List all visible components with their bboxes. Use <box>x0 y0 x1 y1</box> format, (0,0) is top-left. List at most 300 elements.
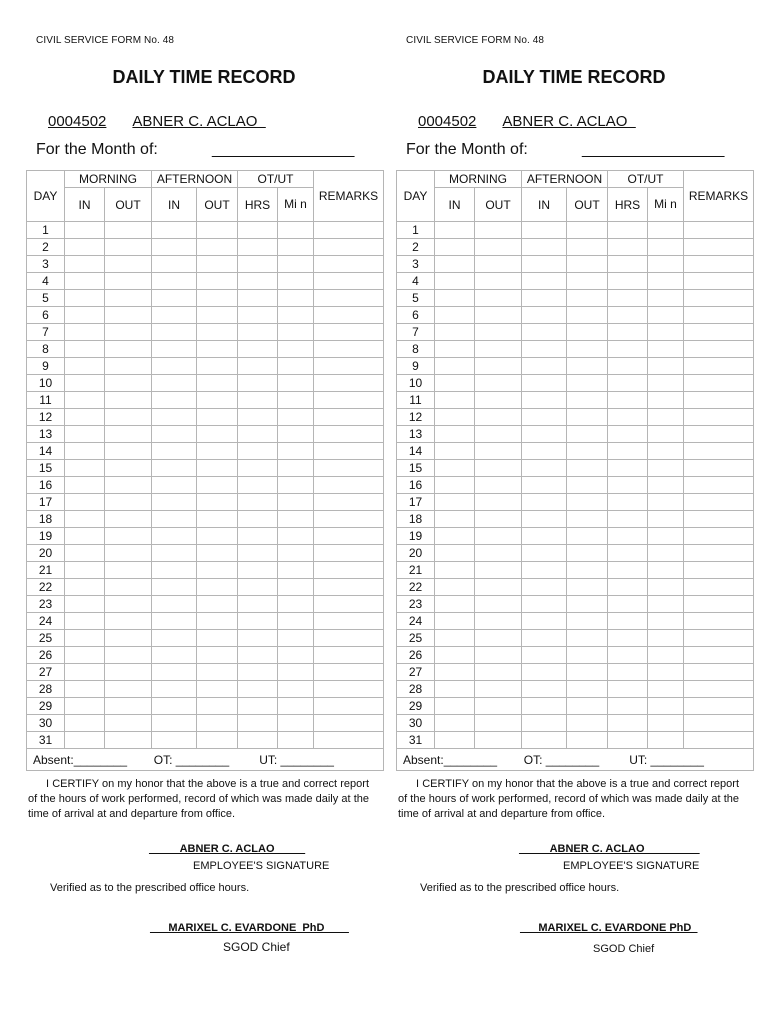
min-cell[interactable] <box>278 681 314 698</box>
hrs-cell[interactable] <box>238 579 278 596</box>
morning-in-cell[interactable] <box>435 545 475 562</box>
hrs-cell[interactable] <box>238 290 278 307</box>
afternoon-in-cell[interactable] <box>152 664 197 681</box>
morning-out-cell[interactable] <box>475 545 522 562</box>
morning-in-cell[interactable] <box>435 460 475 477</box>
remarks-cell[interactable] <box>684 443 754 460</box>
hrs-cell[interactable] <box>608 358 648 375</box>
remarks-cell[interactable] <box>314 222 384 239</box>
remarks-cell[interactable] <box>684 477 754 494</box>
afternoon-out-cell[interactable] <box>197 528 238 545</box>
min-cell[interactable] <box>648 596 684 613</box>
afternoon-in-cell[interactable] <box>522 596 567 613</box>
min-cell[interactable] <box>278 307 314 324</box>
afternoon-in-cell[interactable] <box>522 341 567 358</box>
hrs-cell[interactable] <box>608 511 648 528</box>
afternoon-in-cell[interactable] <box>522 715 567 732</box>
remarks-cell[interactable] <box>684 494 754 511</box>
remarks-cell[interactable] <box>684 307 754 324</box>
remarks-cell[interactable] <box>684 341 754 358</box>
morning-in-cell[interactable] <box>435 596 475 613</box>
morning-in-cell[interactable] <box>435 341 475 358</box>
morning-in-cell[interactable] <box>65 409 105 426</box>
afternoon-in-cell[interactable] <box>152 341 197 358</box>
min-cell[interactable] <box>278 545 314 562</box>
min-cell[interactable] <box>278 630 314 647</box>
morning-out-cell[interactable] <box>105 256 152 273</box>
remarks-cell[interactable] <box>314 477 384 494</box>
afternoon-in-cell[interactable] <box>522 358 567 375</box>
morning-in-cell[interactable] <box>65 477 105 494</box>
remarks-cell[interactable] <box>314 256 384 273</box>
hrs-cell[interactable] <box>238 426 278 443</box>
morning-out-cell[interactable] <box>105 307 152 324</box>
min-cell[interactable] <box>278 256 314 273</box>
morning-out-cell[interactable] <box>475 477 522 494</box>
afternoon-out-cell[interactable] <box>567 409 608 426</box>
hrs-cell[interactable] <box>238 681 278 698</box>
min-cell[interactable] <box>648 681 684 698</box>
afternoon-out-cell[interactable] <box>197 630 238 647</box>
min-cell[interactable] <box>648 664 684 681</box>
morning-in-cell[interactable] <box>435 681 475 698</box>
afternoon-out-cell[interactable] <box>197 613 238 630</box>
morning-in-cell[interactable] <box>435 239 475 256</box>
morning-out-cell[interactable] <box>475 460 522 477</box>
afternoon-out-cell[interactable] <box>567 681 608 698</box>
afternoon-out-cell[interactable] <box>197 715 238 732</box>
afternoon-out-cell[interactable] <box>567 307 608 324</box>
afternoon-out-cell[interactable] <box>567 511 608 528</box>
min-cell[interactable] <box>278 392 314 409</box>
hrs-cell[interactable] <box>238 647 278 664</box>
morning-in-cell[interactable] <box>435 715 475 732</box>
min-cell[interactable] <box>648 256 684 273</box>
hrs-cell[interactable] <box>238 698 278 715</box>
afternoon-out-cell[interactable] <box>197 375 238 392</box>
morning-out-cell[interactable] <box>105 698 152 715</box>
remarks-cell[interactable] <box>684 324 754 341</box>
morning-in-cell[interactable] <box>65 545 105 562</box>
afternoon-out-cell[interactable] <box>567 698 608 715</box>
morning-out-cell[interactable] <box>105 324 152 341</box>
remarks-cell[interactable] <box>684 290 754 307</box>
morning-out-cell[interactable] <box>475 494 522 511</box>
afternoon-out-cell[interactable] <box>567 494 608 511</box>
min-cell[interactable] <box>278 715 314 732</box>
afternoon-in-cell[interactable] <box>152 409 197 426</box>
morning-in-cell[interactable] <box>435 273 475 290</box>
min-cell[interactable] <box>648 528 684 545</box>
afternoon-in-cell[interactable] <box>152 324 197 341</box>
morning-out-cell[interactable] <box>475 324 522 341</box>
morning-out-cell[interactable] <box>105 392 152 409</box>
afternoon-in-cell[interactable] <box>152 732 197 749</box>
min-cell[interactable] <box>648 647 684 664</box>
min-cell[interactable] <box>278 273 314 290</box>
min-cell[interactable] <box>278 596 314 613</box>
remarks-cell[interactable] <box>314 273 384 290</box>
morning-in-cell[interactable] <box>65 375 105 392</box>
afternoon-in-cell[interactable] <box>152 511 197 528</box>
hrs-cell[interactable] <box>238 562 278 579</box>
min-cell[interactable] <box>648 613 684 630</box>
morning-in-cell[interactable] <box>435 664 475 681</box>
afternoon-in-cell[interactable] <box>152 494 197 511</box>
morning-in-cell[interactable] <box>65 613 105 630</box>
morning-out-cell[interactable] <box>475 528 522 545</box>
morning-out-cell[interactable] <box>105 579 152 596</box>
morning-out-cell[interactable] <box>105 494 152 511</box>
morning-out-cell[interactable] <box>475 358 522 375</box>
remarks-cell[interactable] <box>684 528 754 545</box>
remarks-cell[interactable] <box>684 579 754 596</box>
min-cell[interactable] <box>648 562 684 579</box>
morning-out-cell[interactable] <box>475 596 522 613</box>
remarks-cell[interactable] <box>314 681 384 698</box>
afternoon-out-cell[interactable] <box>567 732 608 749</box>
hrs-cell[interactable] <box>608 579 648 596</box>
afternoon-out-cell[interactable] <box>567 664 608 681</box>
hrs-cell[interactable] <box>238 324 278 341</box>
afternoon-out-cell[interactable] <box>567 460 608 477</box>
afternoon-in-cell[interactable] <box>152 443 197 460</box>
afternoon-out-cell[interactable] <box>197 579 238 596</box>
remarks-cell[interactable] <box>684 681 754 698</box>
remarks-cell[interactable] <box>314 528 384 545</box>
remarks-cell[interactable] <box>684 358 754 375</box>
min-cell[interactable] <box>278 647 314 664</box>
afternoon-out-cell[interactable] <box>567 392 608 409</box>
morning-in-cell[interactable] <box>65 239 105 256</box>
morning-out-cell[interactable] <box>475 290 522 307</box>
morning-out-cell[interactable] <box>475 681 522 698</box>
morning-out-cell[interactable] <box>105 596 152 613</box>
morning-out-cell[interactable] <box>105 222 152 239</box>
morning-out-cell[interactable] <box>105 545 152 562</box>
hrs-cell[interactable] <box>238 375 278 392</box>
hrs-cell[interactable] <box>608 460 648 477</box>
morning-out-cell[interactable] <box>105 511 152 528</box>
morning-in-cell[interactable] <box>65 307 105 324</box>
hrs-cell[interactable] <box>608 341 648 358</box>
hrs-cell[interactable] <box>608 715 648 732</box>
morning-out-cell[interactable] <box>105 681 152 698</box>
min-cell[interactable] <box>648 477 684 494</box>
remarks-cell[interactable] <box>684 409 754 426</box>
morning-in-cell[interactable] <box>65 460 105 477</box>
min-cell[interactable] <box>278 375 314 392</box>
hrs-cell[interactable] <box>608 392 648 409</box>
afternoon-out-cell[interactable] <box>567 545 608 562</box>
afternoon-in-cell[interactable] <box>152 426 197 443</box>
morning-out-cell[interactable] <box>475 647 522 664</box>
morning-out-cell[interactable] <box>105 528 152 545</box>
hrs-cell[interactable] <box>238 545 278 562</box>
afternoon-in-cell[interactable] <box>522 273 567 290</box>
afternoon-in-cell[interactable] <box>522 426 567 443</box>
morning-out-cell[interactable] <box>475 562 522 579</box>
afternoon-out-cell[interactable] <box>197 392 238 409</box>
afternoon-in-cell[interactable] <box>522 732 567 749</box>
min-cell[interactable] <box>278 324 314 341</box>
afternoon-out-cell[interactable] <box>567 647 608 664</box>
morning-in-cell[interactable] <box>65 715 105 732</box>
afternoon-out-cell[interactable] <box>197 409 238 426</box>
morning-out-cell[interactable] <box>475 307 522 324</box>
morning-in-cell[interactable] <box>65 528 105 545</box>
morning-out-cell[interactable] <box>475 443 522 460</box>
morning-out-cell[interactable] <box>105 290 152 307</box>
hrs-cell[interactable] <box>238 239 278 256</box>
min-cell[interactable] <box>648 273 684 290</box>
remarks-cell[interactable] <box>314 664 384 681</box>
hrs-cell[interactable] <box>238 613 278 630</box>
min-cell[interactable] <box>278 460 314 477</box>
morning-in-cell[interactable] <box>65 392 105 409</box>
afternoon-in-cell[interactable] <box>522 494 567 511</box>
afternoon-out-cell[interactable] <box>567 715 608 732</box>
remarks-cell[interactable] <box>684 630 754 647</box>
min-cell[interactable] <box>648 392 684 409</box>
afternoon-out-cell[interactable] <box>567 579 608 596</box>
afternoon-in-cell[interactable] <box>152 239 197 256</box>
afternoon-in-cell[interactable] <box>152 392 197 409</box>
morning-out-cell[interactable] <box>105 460 152 477</box>
hrs-cell[interactable] <box>608 528 648 545</box>
afternoon-out-cell[interactable] <box>197 562 238 579</box>
afternoon-in-cell[interactable] <box>152 613 197 630</box>
min-cell[interactable] <box>278 732 314 749</box>
remarks-cell[interactable] <box>314 562 384 579</box>
remarks-cell[interactable] <box>684 426 754 443</box>
hrs-cell[interactable] <box>608 494 648 511</box>
afternoon-out-cell[interactable] <box>197 460 238 477</box>
remarks-cell[interactable] <box>684 732 754 749</box>
min-cell[interactable] <box>278 426 314 443</box>
morning-out-cell[interactable] <box>105 477 152 494</box>
min-cell[interactable] <box>648 715 684 732</box>
hrs-cell[interactable] <box>608 630 648 647</box>
hrs-cell[interactable] <box>608 596 648 613</box>
min-cell[interactable] <box>278 664 314 681</box>
remarks-cell[interactable] <box>684 698 754 715</box>
min-cell[interactable] <box>648 732 684 749</box>
afternoon-out-cell[interactable] <box>567 528 608 545</box>
morning-in-cell[interactable] <box>435 613 475 630</box>
min-cell[interactable] <box>278 562 314 579</box>
min-cell[interactable] <box>648 698 684 715</box>
afternoon-in-cell[interactable] <box>152 545 197 562</box>
morning-in-cell[interactable] <box>435 324 475 341</box>
morning-out-cell[interactable] <box>475 613 522 630</box>
afternoon-out-cell[interactable] <box>567 324 608 341</box>
hrs-cell[interactable] <box>238 341 278 358</box>
afternoon-out-cell[interactable] <box>197 307 238 324</box>
min-cell[interactable] <box>648 460 684 477</box>
morning-out-cell[interactable] <box>105 443 152 460</box>
afternoon-in-cell[interactable] <box>152 290 197 307</box>
morning-in-cell[interactable] <box>435 222 475 239</box>
afternoon-out-cell[interactable] <box>197 324 238 341</box>
morning-in-cell[interactable] <box>65 681 105 698</box>
hrs-cell[interactable] <box>608 545 648 562</box>
hrs-cell[interactable] <box>238 494 278 511</box>
morning-in-cell[interactable] <box>65 358 105 375</box>
morning-out-cell[interactable] <box>475 426 522 443</box>
remarks-cell[interactable] <box>684 664 754 681</box>
morning-out-cell[interactable] <box>475 732 522 749</box>
afternoon-in-cell[interactable] <box>522 290 567 307</box>
afternoon-in-cell[interactable] <box>152 528 197 545</box>
morning-out-cell[interactable] <box>475 375 522 392</box>
min-cell[interactable] <box>648 426 684 443</box>
afternoon-out-cell[interactable] <box>197 222 238 239</box>
afternoon-out-cell[interactable] <box>197 664 238 681</box>
afternoon-out-cell[interactable] <box>197 426 238 443</box>
afternoon-out-cell[interactable] <box>197 477 238 494</box>
hrs-cell[interactable] <box>608 613 648 630</box>
afternoon-out-cell[interactable] <box>197 647 238 664</box>
morning-in-cell[interactable] <box>65 426 105 443</box>
min-cell[interactable] <box>648 239 684 256</box>
afternoon-in-cell[interactable] <box>522 256 567 273</box>
afternoon-in-cell[interactable] <box>522 222 567 239</box>
remarks-cell[interactable] <box>314 358 384 375</box>
hrs-cell[interactable] <box>608 290 648 307</box>
afternoon-out-cell[interactable] <box>197 698 238 715</box>
remarks-cell[interactable] <box>314 630 384 647</box>
morning-in-cell[interactable] <box>65 596 105 613</box>
remarks-cell[interactable] <box>314 307 384 324</box>
min-cell[interactable] <box>278 443 314 460</box>
morning-out-cell[interactable] <box>475 392 522 409</box>
afternoon-in-cell[interactable] <box>522 443 567 460</box>
remarks-cell[interactable] <box>684 647 754 664</box>
morning-in-cell[interactable] <box>65 443 105 460</box>
afternoon-in-cell[interactable] <box>152 647 197 664</box>
morning-out-cell[interactable] <box>105 630 152 647</box>
afternoon-out-cell[interactable] <box>197 290 238 307</box>
afternoon-out-cell[interactable] <box>197 494 238 511</box>
afternoon-in-cell[interactable] <box>152 596 197 613</box>
afternoon-in-cell[interactable] <box>522 528 567 545</box>
afternoon-out-cell[interactable] <box>567 222 608 239</box>
month-field[interactable]: ________________ <box>582 141 725 158</box>
remarks-cell[interactable] <box>314 715 384 732</box>
min-cell[interactable] <box>278 579 314 596</box>
morning-out-cell[interactable] <box>475 341 522 358</box>
morning-in-cell[interactable] <box>65 273 105 290</box>
morning-out-cell[interactable] <box>475 222 522 239</box>
afternoon-in-cell[interactable] <box>522 630 567 647</box>
hrs-cell[interactable] <box>238 596 278 613</box>
remarks-cell[interactable] <box>314 375 384 392</box>
morning-out-cell[interactable] <box>105 715 152 732</box>
remarks-cell[interactable] <box>684 222 754 239</box>
remarks-cell[interactable] <box>684 375 754 392</box>
afternoon-out-cell[interactable] <box>197 256 238 273</box>
hrs-cell[interactable] <box>238 630 278 647</box>
remarks-cell[interactable] <box>314 239 384 256</box>
hrs-cell[interactable] <box>608 681 648 698</box>
remarks-cell[interactable] <box>684 273 754 290</box>
remarks-cell[interactable] <box>684 545 754 562</box>
morning-in-cell[interactable] <box>435 698 475 715</box>
morning-out-cell[interactable] <box>475 698 522 715</box>
hrs-cell[interactable] <box>238 477 278 494</box>
morning-in-cell[interactable] <box>435 392 475 409</box>
hrs-cell[interactable] <box>608 256 648 273</box>
remarks-cell[interactable] <box>684 460 754 477</box>
morning-in-cell[interactable] <box>435 630 475 647</box>
morning-out-cell[interactable] <box>475 239 522 256</box>
afternoon-out-cell[interactable] <box>567 596 608 613</box>
afternoon-out-cell[interactable] <box>197 732 238 749</box>
min-cell[interactable] <box>648 290 684 307</box>
morning-in-cell[interactable] <box>435 579 475 596</box>
hrs-cell[interactable] <box>608 273 648 290</box>
afternoon-in-cell[interactable] <box>152 222 197 239</box>
hrs-cell[interactable] <box>608 562 648 579</box>
afternoon-out-cell[interactable] <box>197 443 238 460</box>
afternoon-out-cell[interactable] <box>567 273 608 290</box>
hrs-cell[interactable] <box>238 460 278 477</box>
min-cell[interactable] <box>648 494 684 511</box>
hrs-cell[interactable] <box>608 239 648 256</box>
morning-in-cell[interactable] <box>65 732 105 749</box>
afternoon-in-cell[interactable] <box>522 562 567 579</box>
remarks-cell[interactable] <box>314 341 384 358</box>
remarks-cell[interactable] <box>314 443 384 460</box>
afternoon-out-cell[interactable] <box>197 511 238 528</box>
morning-out-cell[interactable] <box>105 664 152 681</box>
afternoon-out-cell[interactable] <box>197 273 238 290</box>
morning-in-cell[interactable] <box>435 528 475 545</box>
hrs-cell[interactable] <box>608 222 648 239</box>
morning-in-cell[interactable] <box>435 307 475 324</box>
min-cell[interactable] <box>648 307 684 324</box>
afternoon-in-cell[interactable] <box>152 273 197 290</box>
remarks-cell[interactable] <box>684 511 754 528</box>
morning-out-cell[interactable] <box>105 426 152 443</box>
afternoon-in-cell[interactable] <box>522 460 567 477</box>
afternoon-out-cell[interactable] <box>197 341 238 358</box>
min-cell[interactable] <box>648 545 684 562</box>
afternoon-in-cell[interactable] <box>522 324 567 341</box>
morning-in-cell[interactable] <box>65 341 105 358</box>
hrs-cell[interactable] <box>238 528 278 545</box>
min-cell[interactable] <box>278 341 314 358</box>
morning-out-cell[interactable] <box>105 613 152 630</box>
min-cell[interactable] <box>278 222 314 239</box>
afternoon-out-cell[interactable] <box>197 358 238 375</box>
min-cell[interactable] <box>648 579 684 596</box>
min-cell[interactable] <box>648 222 684 239</box>
afternoon-in-cell[interactable] <box>152 307 197 324</box>
hrs-cell[interactable] <box>238 443 278 460</box>
hrs-cell[interactable] <box>238 256 278 273</box>
morning-in-cell[interactable] <box>435 426 475 443</box>
afternoon-in-cell[interactable] <box>522 545 567 562</box>
morning-in-cell[interactable] <box>65 647 105 664</box>
min-cell[interactable] <box>278 613 314 630</box>
remarks-cell[interactable] <box>314 460 384 477</box>
morning-in-cell[interactable] <box>65 664 105 681</box>
min-cell[interactable] <box>278 290 314 307</box>
hrs-cell[interactable] <box>608 307 648 324</box>
morning-out-cell[interactable] <box>475 715 522 732</box>
